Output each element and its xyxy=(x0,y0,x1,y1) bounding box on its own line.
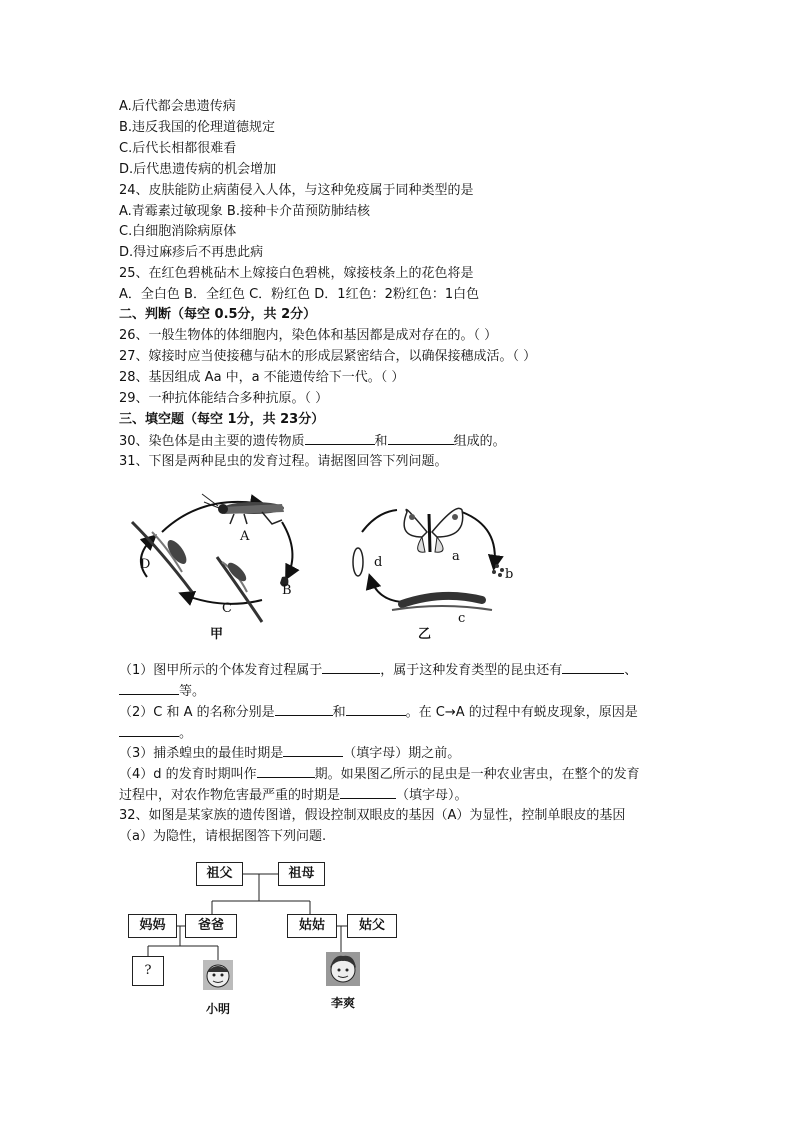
answer-blank[interactable] xyxy=(283,744,343,757)
q25-stem: 25、在红色碧桃砧木上嫁接白色碧桃，嫁接枝条上的花色将是 xyxy=(119,266,474,281)
q30-text-3: 组成的。 xyxy=(453,434,506,449)
q31-part2-cont xyxy=(119,724,192,743)
q31-p2-text-3: 。在 C→A 的过程中有蜕皮现象，原因是 xyxy=(405,705,638,720)
q31-p2-text-2: 和 xyxy=(332,705,346,720)
q30 xyxy=(119,432,506,451)
q31-stem: 31、下图是两种昆虫的发育过程。请据图回答下列问题。 xyxy=(119,454,448,469)
pedigree-chart xyxy=(120,856,420,1021)
insect-development-figure xyxy=(122,482,522,644)
grandfather-box: 祖父 xyxy=(196,862,243,886)
mother-box: 妈妈 xyxy=(128,914,177,938)
q31-p4-text-2: 期。如果图乙所示的昆虫是一种农业害虫，在整个的发育 xyxy=(314,767,640,782)
boy-face-icon xyxy=(203,960,233,990)
figure-jia-label: 甲 xyxy=(210,627,224,642)
q31-p1-text-4: 等。 xyxy=(179,684,206,699)
q31-p1-text-3: 、 xyxy=(624,663,638,678)
label-B: B xyxy=(282,583,292,598)
q30-text-1: 30、染色体是由主要的遗传物质 xyxy=(119,434,305,449)
q23-option-d: D.后代患遗传病的机会增加 xyxy=(119,162,277,177)
q31-p3-text-2: （填字母）期之前。 xyxy=(343,746,461,761)
xiaoming-label: 小明 xyxy=(206,1002,231,1016)
label-c: c xyxy=(458,611,466,626)
grandmother-box: 祖母 xyxy=(278,862,325,886)
section3-title: 三、填空题（每空 1分，共 23分） xyxy=(119,412,325,427)
answer-blank[interactable] xyxy=(340,786,396,799)
jia-cycle xyxy=(132,494,292,642)
figure-yi-label: 乙 xyxy=(418,627,432,642)
answer-blank[interactable] xyxy=(275,703,333,716)
q27: 27、嫁接时应当使接穗与砧木的形成层紧密结合，以确保接穗成活。（ ） xyxy=(119,349,537,364)
answer-blank[interactable] xyxy=(562,661,624,674)
answer-blank[interactable] xyxy=(119,724,179,737)
answer-blank[interactable] xyxy=(305,432,375,445)
q24-options-ab: A.青霉素过敏现象 B.接种卡介苗预防肺结核 xyxy=(119,204,370,219)
q24-option-c: C.白细胞消除病原体 xyxy=(119,224,237,239)
q30-text-2: 和 xyxy=(374,434,388,449)
q31-p3-text-1: （3）捕杀蝗虫的最佳时期是 xyxy=(119,746,284,761)
label-D: D xyxy=(140,557,151,572)
butterfly-icon xyxy=(404,508,463,552)
q31-part1-cont xyxy=(119,682,205,701)
lishuang-label: 李爽 xyxy=(331,996,356,1010)
yi-cycle xyxy=(353,508,513,642)
q29: 29、一种抗体能结合多种抗原。（ ） xyxy=(119,391,329,406)
q28: 28、基因组成 Aa 中，a 不能遗传给下一代。（ ） xyxy=(119,370,405,385)
q31-p4-text-4: （填字母）。 xyxy=(396,788,468,803)
label-A: A xyxy=(240,529,250,544)
pupa-icon xyxy=(353,548,363,576)
q23-option-b: B.违反我国的伦理道德规定 xyxy=(119,120,276,135)
q31-part1 xyxy=(119,661,637,680)
q24-stem: 24、皮肤能防止病菌侵入人体，与这种免疫属于同种类型的是 xyxy=(119,183,474,198)
label-b: b xyxy=(505,567,514,582)
answer-blank[interactable] xyxy=(257,765,315,778)
aunt-box: 姑姑 xyxy=(287,914,337,938)
answer-blank[interactable] xyxy=(119,682,179,695)
q31-part4 xyxy=(119,765,640,784)
q32-line2: （a）为隐性，请根据图答下列问题. xyxy=(119,829,327,844)
label-C: C xyxy=(222,601,232,616)
q32-line1: 32、如图是某家族的遗传图谱，假设控制双眼皮的基因（A）为显性，控制单眼皮的基因 xyxy=(119,808,626,823)
q31-p4-text-1: （4）d 的发育时期叫作 xyxy=(119,767,257,782)
q31-p2-text-4: 。 xyxy=(179,726,193,741)
uncle-box: 姑父 xyxy=(347,914,397,938)
answer-blank[interactable] xyxy=(388,432,454,445)
q25-options: A．全白色 B．全红色 C．粉红色 D．1红色：2粉红色：1白色 xyxy=(119,287,480,302)
answer-blank[interactable] xyxy=(346,703,406,716)
q31-p2-text-1: （2）C 和 A 的名称分别是 xyxy=(119,705,275,720)
grasshopper-adult-icon xyxy=(202,494,284,524)
q31-part3 xyxy=(119,744,460,763)
q31-p1-text-1: （1）图甲所示的个体发育过程属于 xyxy=(119,663,323,678)
label-d: d xyxy=(374,555,383,570)
q31-part2 xyxy=(119,703,638,722)
father-box: 爸爸 xyxy=(185,914,237,938)
answer-blank[interactable] xyxy=(322,661,380,674)
q23-option-a: A.后代都会患遗传病 xyxy=(119,99,236,114)
unknown-child-box: ? xyxy=(132,956,164,986)
section2-title: 二、判断（每空 0.5分，共 2分） xyxy=(119,307,317,322)
q23-option-c: C.后代长相都很难看 xyxy=(119,141,237,156)
q31-part4-cont xyxy=(119,786,468,805)
q24-option-d: D.得过麻疹后不再患此病 xyxy=(119,245,264,260)
caterpillar-icon xyxy=(392,596,492,610)
q31-p4-text-3: 过程中，对农作物危害最严重的时期是 xyxy=(119,788,341,803)
q31-p1-text-2: ，属于这种发育类型的昆虫还有 xyxy=(380,663,563,678)
pedigree-lines xyxy=(120,856,420,1021)
label-a: a xyxy=(452,549,460,564)
insect-diagram xyxy=(122,482,522,644)
girl-face-icon xyxy=(326,952,360,986)
q26: 26、一般生物体的体细胞内，染色体和基因都是成对存在的。（ ） xyxy=(119,328,498,343)
